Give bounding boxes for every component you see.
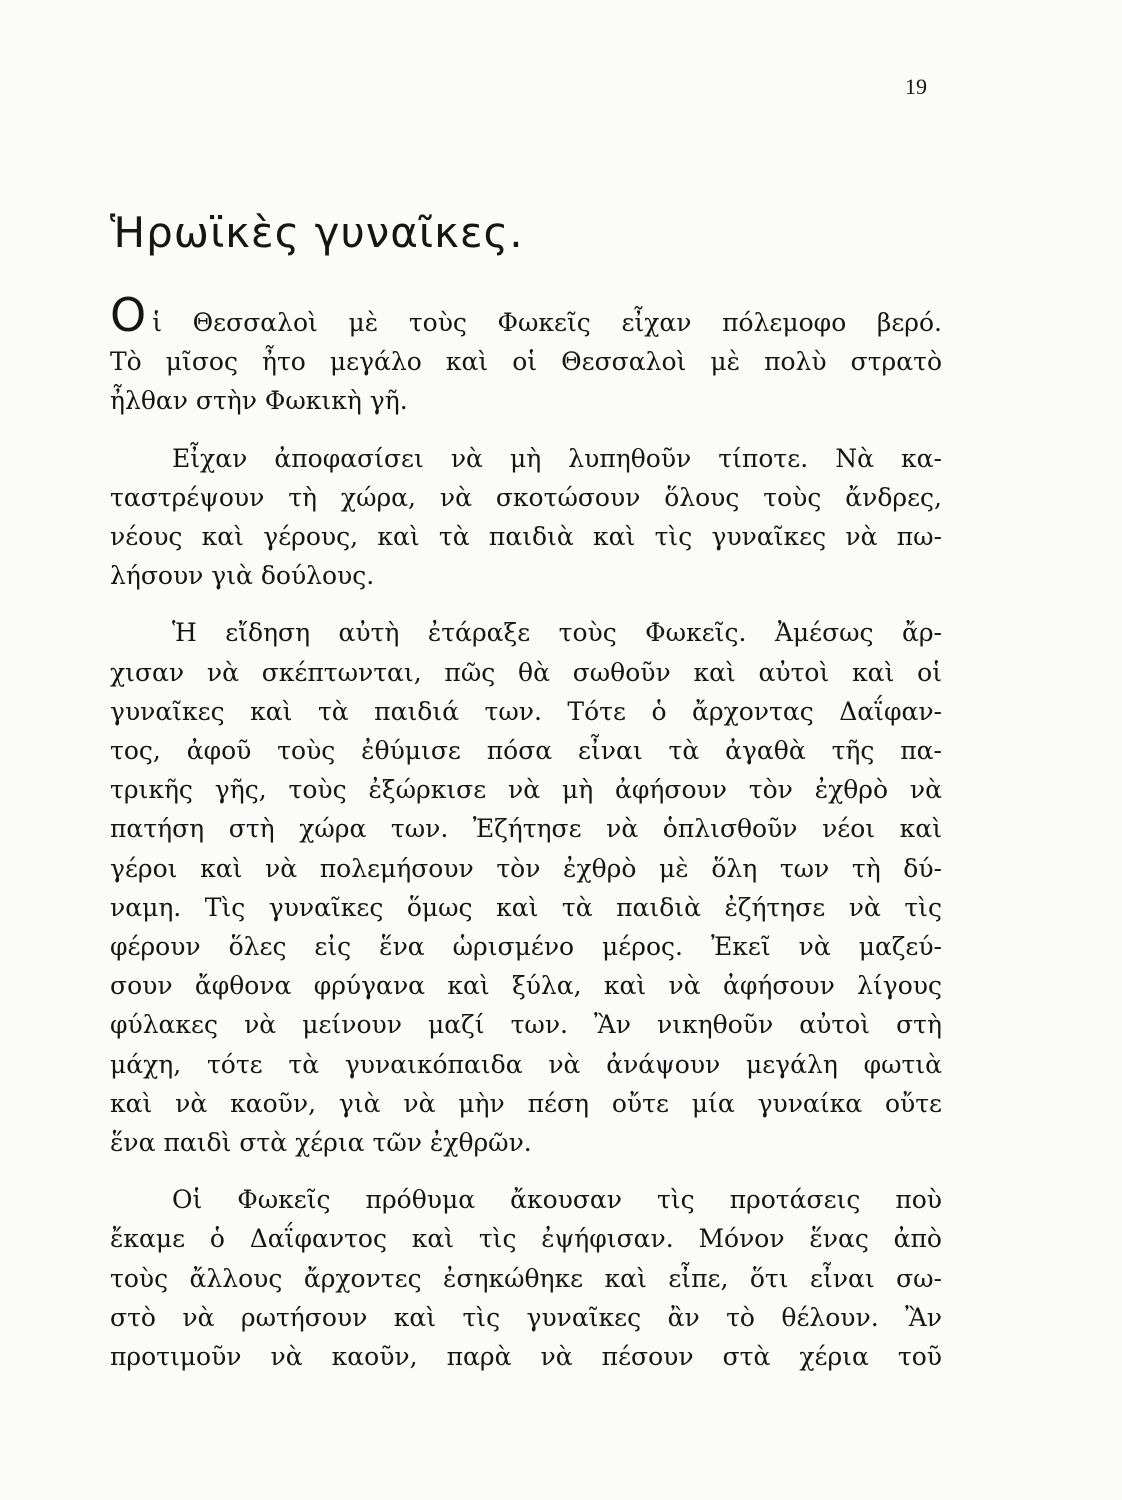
text-line: τρικῆς γῆς, τοὺς ἐξώρκισε νὰ μὴ ἀφήσουν τὸν ἐχθρὸ νὰ [110,775,942,805]
chapter-title: Ἡρωϊκὲς γυναῖκες. [110,208,524,257]
text-line: μάχη, τότε τὰ γυναικόπαιδα νὰ ἀνάψουν μεγάλη φωτιὰ [110,1049,942,1079]
text-line: ναμη. Τὶς γυναῖκες ὅμως καὶ τὰ παιδιὰ ἐζήτησε νὰ τὶς [110,892,942,922]
text-line: λήσουν γιὰ δούλους. [110,561,375,591]
text-line: φέρουν ὅλες εἰς ἕνα ὡρισμένο μέρος. Ἐκεῖ νὰ μαζεύ- [110,932,942,962]
text-line: ἔκαμε ὁ Δαΐφαντος καὶ τὶς ἐψήφισαν. Μόνον ἕνας ἀπὸ [110,1224,942,1254]
text-line: ταστρέψουν τὴ χώρα, νὰ σκοτώσουν ὅλους τοὺς ἄνδρες, [110,482,942,512]
text-line: γέροι καὶ νὰ πολεμήσουν τὸν ἐχθρὸ μὲ ὅλη των τὴ δύ- [110,853,942,883]
paragraph-1 [110,288,942,421]
paragraph-2 [110,439,942,596]
body-text [110,288,942,1394]
text-line: φύλακες νὰ μείνουν μαζί των. Ἂν νικηθοῦν αὐτοὶ στὴ [110,1010,942,1040]
text-line: τος, ἀφοῦ τοὺς ἐθύμισε πόσα εἶναι τὰ ἀγαθὰ τῆς πα- [110,736,942,766]
paragraph-3 [110,613,942,1162]
text-line [110,288,942,342]
text-line: ἦλθαν στὴν Φωκικὴ γῆ. [110,386,408,416]
text-line: προτιμοῦν νὰ καοῦν, παρὰ νὰ πέσουν στὰ χέρια τοῦ [110,1342,942,1372]
paragraph-4 [110,1180,942,1376]
text-line: σουν ἄφθονα φρύγανα καὶ ξύλα, καὶ νὰ ἀφήσουν λίγους [110,971,942,1001]
text-line: τοὺς ἄλλους ἄρχοντες ἐσηκώθηκε καὶ εἶπε, ὅτι εἶναι σω- [110,1263,942,1293]
text-line: νέους καὶ γέρους, καὶ τὰ παιδιὰ καὶ τὶς γυναῖκες νὰ πω- [110,522,942,552]
text-line: χισαν νὰ σκέπτωνται, πῶς θὰ σωθοῦν καὶ αὐτοὶ καὶ οἱ [110,657,942,687]
text-line: ἕνα παιδὶ στὰ χέρια τῶν ἐχθρῶν. [110,1128,532,1158]
text-line-content: ἱ Θεσσαλοὶ μὲ τοὺς Φωκεῖς εἶχαν πόλεμοφο βερό. [152,308,942,337]
text-line: Οἱ Φωκεῖς πρόθυμα ἄκουσαν τὶς προτάσεις ποὺ [172,1185,942,1215]
text-line: Τὸ μῖσος ἦτο μεγάλο καὶ οἱ Θεσσαλοὶ μὲ πολὺ στρατὸ [110,347,942,377]
text-line: στὸ νὰ ρωτήσουν καὶ τὶς γυναῖκες ἂν τὸ θέλουν. Ἂν [110,1302,942,1332]
text-line: Εἶχαν ἀποφασίσει νὰ μὴ λυπηθοῦν τίποτε. Νὰ κα- [172,443,942,473]
page-number: 19 [905,74,927,99]
text-line: γυναῖκες καὶ τὰ παιδιά των. Τότε ὁ ἄρχοντας Δαΐφαν- [110,696,942,726]
text-line: καὶ νὰ καοῦν, γιὰ νὰ μὴν πέση οὔτε μία γυναίκα οὔτε [110,1088,942,1118]
text-line: πατήση στὴ χώρα των. Ἐζήτησε νὰ ὁπλισθοῦν νέοι καὶ [110,814,942,844]
drop-cap: O [110,288,147,342]
text-line: Ἡ εἴδηση αὐτὴ ἐτάραξε τοὺς Φωκεῖς. Ἀμέσως ἄρ- [172,618,942,648]
